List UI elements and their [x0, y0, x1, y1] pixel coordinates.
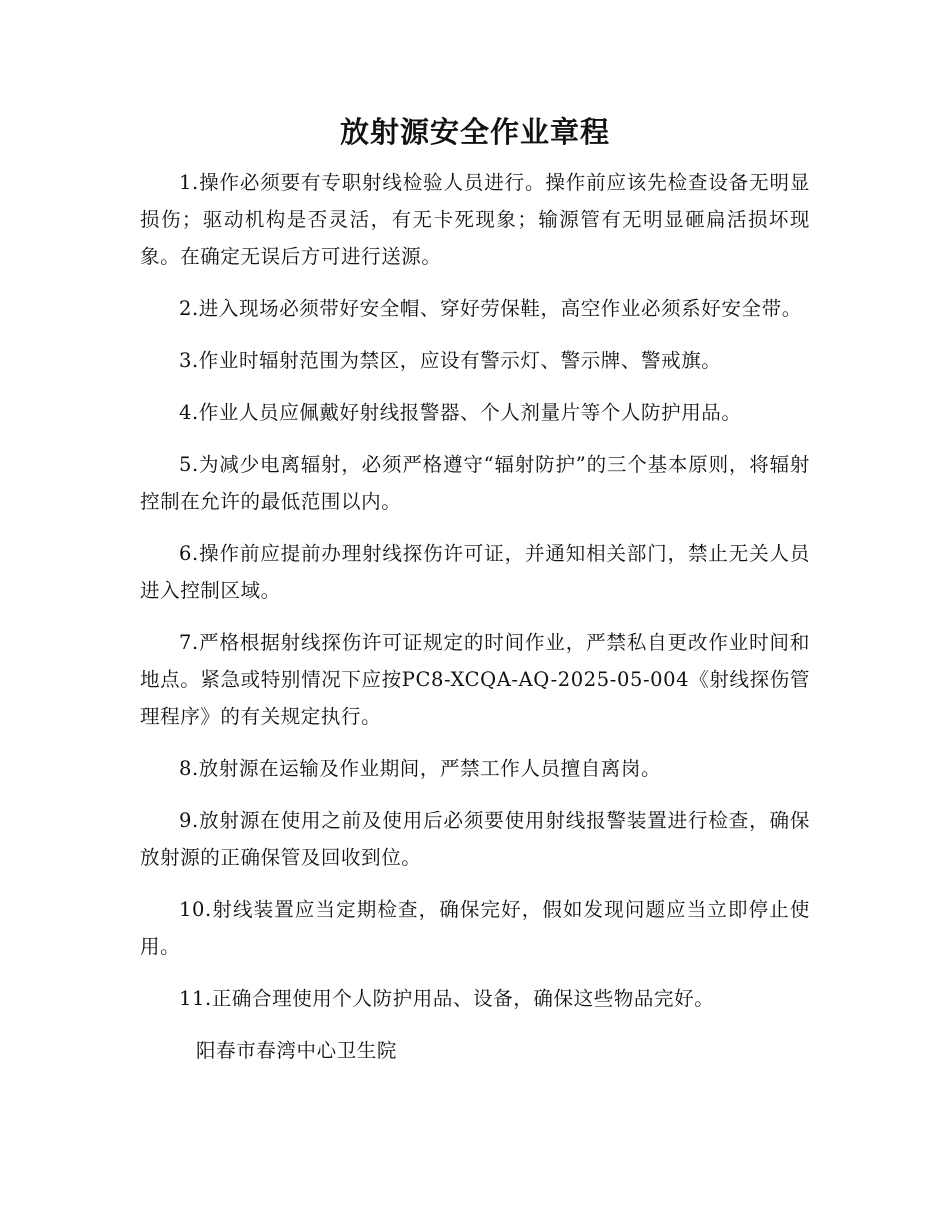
paragraph-11: 11.正确合理使用个人防护用品、设备，确保这些物品完好。: [179, 987, 715, 1010]
paragraph-5: 5.为减少电离辐射，必须严格遵守“辐射防护”的三个基本原则，将辐射控制在允许的最低范围以内。: [140, 453, 810, 513]
paragraph-10: 10.射线装置应当定期检查，确保完好，假如发现问题应当立即停止使用。: [140, 898, 810, 958]
paragraph-2: 2.进入现场必须带好安全帽、穿好劳保鞋，高空作业必须系好安全带。: [179, 297, 802, 320]
paragraph-3: 3.作业时辐射范围为禁区，应设有警示灯、警示牌、警戒旗。: [179, 349, 722, 372]
paragraph-1: 1.操作必须要有专职射线检验人员进行。操作前应该先检查设备无明显损伤；驱动机构是否灵活，有无卡死现象；输源管有无明显砸扁活损坏现象。在确定无误后方可进行送源。: [140, 171, 810, 268]
paragraph-9: 9.放射源在使用之前及使用后必须要使用射线报警装置进行检查，确保放射源的正确保管及回收到位。: [140, 809, 810, 869]
paragraph-8: 8.放射源在运输及作业期间，严禁工作人员擅自离岗。: [179, 757, 662, 780]
document-title: 放射源安全作业章程: [339, 115, 610, 149]
paragraph-4: 4.作业人员应佩戴好射线报警器、个人剂量片等个人防护用品。: [179, 401, 742, 424]
document-body: [140, 164, 810, 1069]
paragraph-7: 7.严格根据射线探伤许可证规定的时间作业，严禁私自更改作业时间和地点。紧急或特别情况下应按PC8-XCQA-AQ-2025-05-004《射线探伤管理程序》的有关规定执行。: [140, 631, 810, 728]
paragraph-6: 6.操作前应提前办理射线探伤许可证，并通知相关部门，禁止无关人员进入控制区域。: [140, 542, 810, 602]
signature-organization: 阳春市春湾中心卫生院: [196, 1039, 398, 1062]
